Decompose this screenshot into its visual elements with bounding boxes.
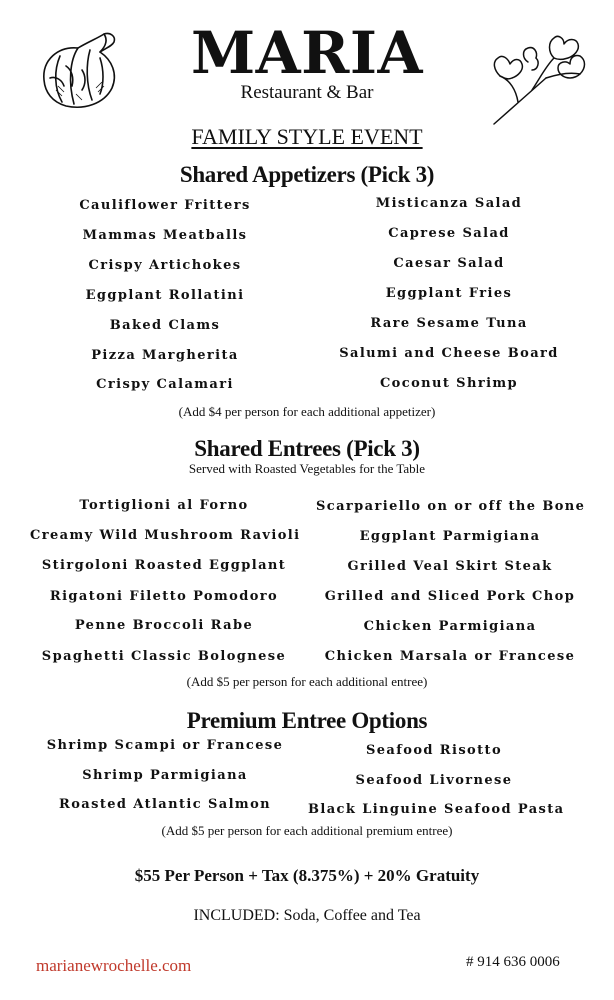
menu-item: Chicken Parmigiana — [363, 619, 537, 634]
menu-item: Caprese Salad — [388, 226, 510, 241]
menu-item: Salumi and Cheese Board — [339, 346, 559, 361]
entrees-note: (Add $5 per person for each additional entree) — [186, 674, 428, 689]
menu-item: Scarpariello on or off the Bone — [316, 499, 586, 514]
menu-item: Roasted Atlantic Salmon — [59, 797, 271, 812]
menu-item: Rigatoni Filetto Pomodoro — [49, 589, 279, 604]
menu-item: Caesar Salad — [393, 256, 505, 271]
menu-item: Creamy Wild Mushroom Ravioli — [30, 528, 301, 543]
event-title: FAMILY STYLE EVENT — [191, 124, 423, 149]
premium-note: (Add $5 per person for each additional premium entree) — [161, 823, 453, 838]
menu-item: Eggplant Rollatini — [85, 288, 245, 303]
included-line: INCLUDED: Soda, Coffee and Tea — [193, 907, 421, 924]
menu-item: Seafood Risotto — [365, 743, 503, 758]
price-line: $55 Per Person + Tax (8.375%) + 20% Gratuity — [134, 866, 480, 885]
menu-item: Black Linguine Seafood Pasta — [308, 802, 565, 817]
menu-item: Shrimp Parmigiana — [82, 768, 248, 783]
menu-item: Mammas Meatballs — [82, 228, 248, 243]
entrees-subheading: Served with Roasted Vegetables for the Table — [188, 461, 426, 476]
menu-item: Stirgoloni Roasted Eggplant — [41, 558, 287, 573]
appetizers-heading: Shared Appetizers (Pick 3) — [179, 162, 435, 187]
menu-item: Grilled and Sliced Pork Chop — [324, 589, 576, 604]
menu-item: Pizza Margherita — [91, 348, 239, 363]
menu-item: Coconut Shrimp — [379, 376, 519, 391]
menu-item: Tortiglioni al Forno — [79, 498, 249, 513]
menu-item: Baked Clams — [109, 318, 221, 333]
phone-number: # 914 636 0006 — [466, 954, 560, 970]
menu-item: Rare Sesame Tuna — [370, 316, 528, 331]
website-link[interactable]: marianewrochelle.com — [36, 956, 192, 975]
appetizers-note: (Add $4 per person for each additional appetizer) — [178, 404, 436, 419]
menu-item: Crispy Calamari — [96, 377, 234, 392]
menu-item: Seafood Livornese — [355, 773, 513, 788]
menu-item: Shrimp Scampi or Francese — [46, 738, 284, 753]
entrees-heading: Shared Entrees (Pick 3) — [194, 436, 420, 461]
menu-item: Misticanza Salad — [375, 196, 523, 211]
menu-item: Penne Broccoli Rabe — [74, 618, 254, 633]
premium-heading: Premium Entree Options — [186, 708, 428, 733]
menu-item: Eggplant Parmigiana — [359, 529, 541, 544]
menu-item: Eggplant Fries — [385, 286, 513, 301]
menu-item: Spaghetti Classic Bolognese — [41, 649, 287, 664]
menu-item: Chicken Marsala or Francese — [324, 649, 576, 664]
menu-item: Cauliflower Fritters — [79, 198, 251, 213]
menu-item: Crispy Artichokes — [88, 258, 242, 273]
restaurant-name: MARIA — [190, 19, 424, 87]
restaurant-subtitle: Restaurant & Bar — [240, 82, 374, 103]
menu-item: Grilled Veal Skirt Steak — [347, 559, 553, 574]
